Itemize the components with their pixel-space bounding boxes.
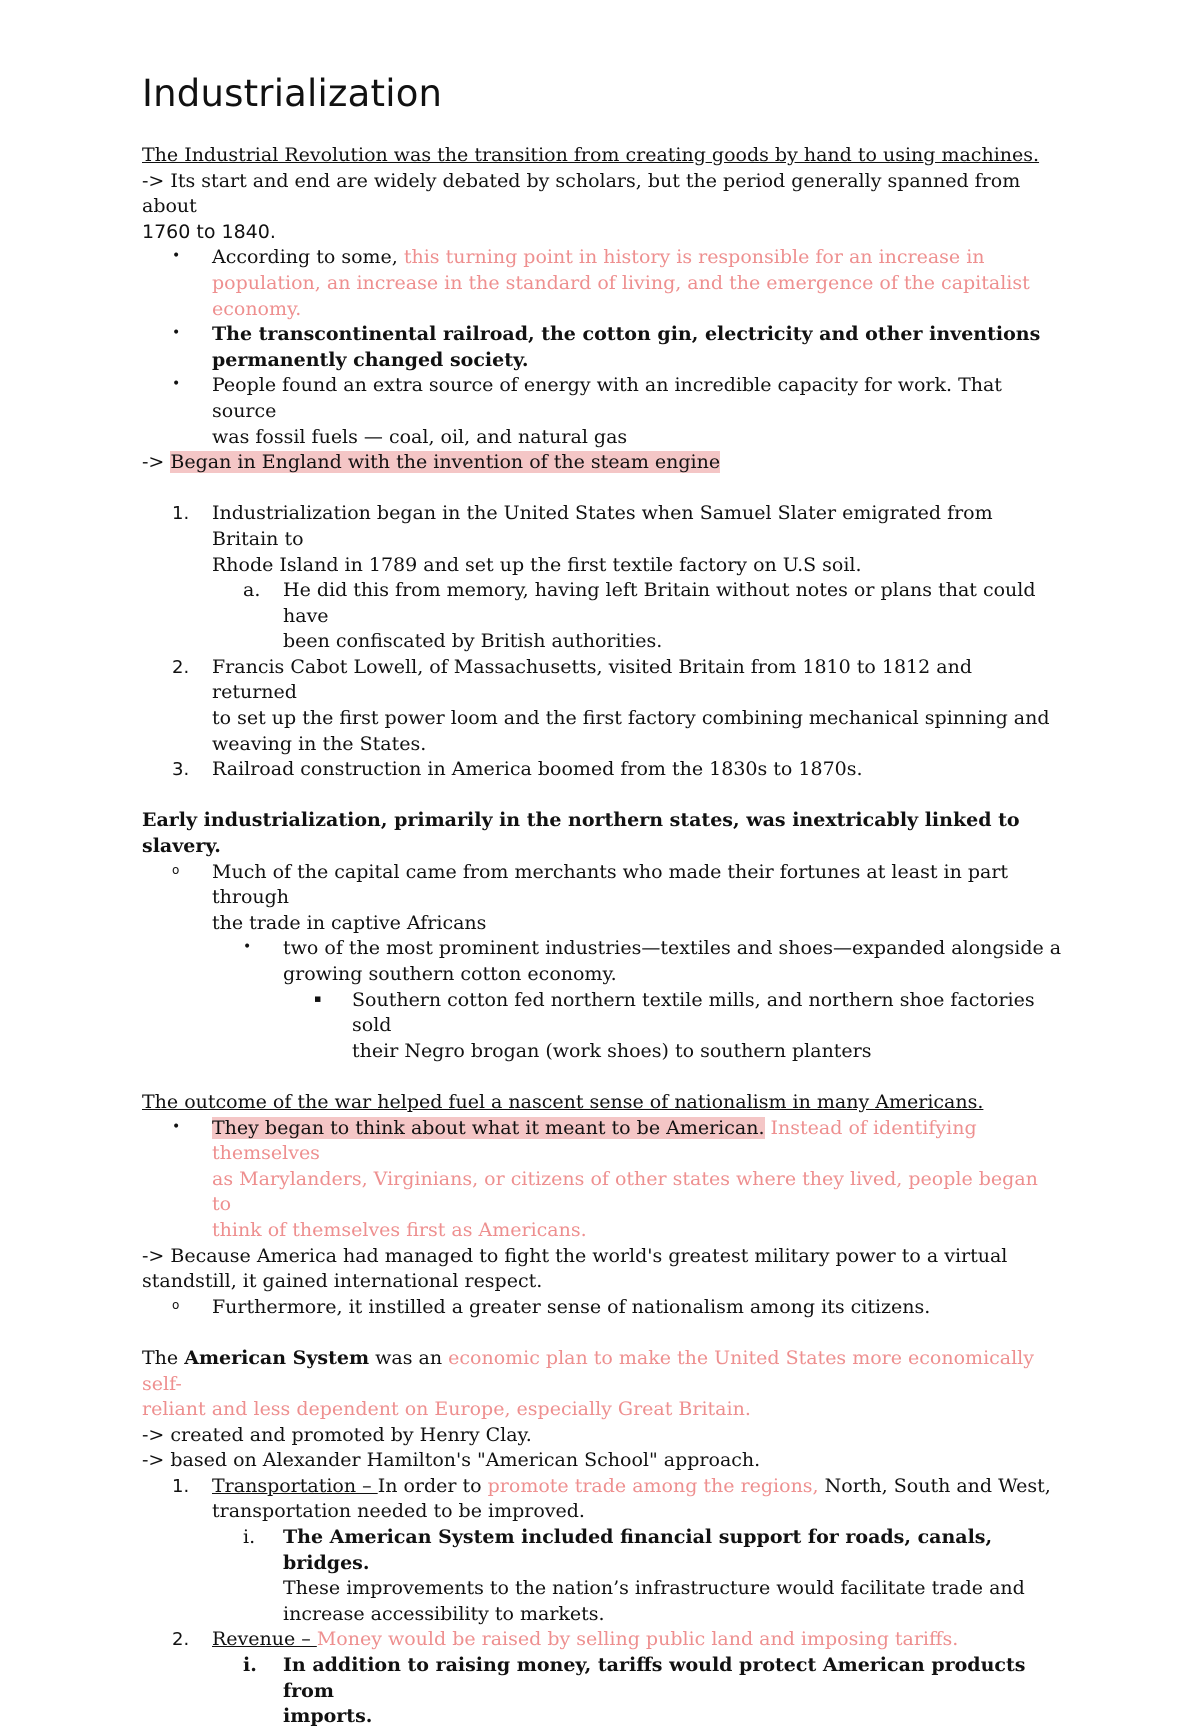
- s4-r2-line1: In addition to raising money, tariffs would protect American products from: [283, 1654, 1026, 1702]
- s4-n1-pink: promote trade among the regions,: [487, 1474, 819, 1497]
- section1-heading: The Industrial Revolution was the transition from creating goods by hand to using machines.: [142, 144, 1040, 166]
- s1-n2-line2: to set up the first power loom and the first factory combining mechanical spinning and: [212, 707, 1050, 730]
- s4-p-bold: American System: [184, 1346, 370, 1369]
- s1-bullet2: [142, 322, 1062, 373]
- s4-r2-line2: imports.: [283, 1705, 373, 1728]
- letter-marker: a.: [243, 579, 261, 602]
- number-marker: 2.: [172, 1629, 190, 1651]
- bullet-icon: •: [172, 1118, 181, 1135]
- s1-n2-line1: Francis Cabot Lowell, of Massachusetts, visited Britain from 1810 to 1812 and returned: [212, 655, 972, 704]
- s1-arrow1-line1: -> Its start and end are widely debated by scholars, but the period generally spanned from about: [142, 169, 1021, 218]
- number-marker: 2.: [172, 656, 190, 678]
- s4-n1-pre: In order to: [377, 1474, 488, 1497]
- number-marker: 1.: [172, 503, 190, 525]
- s1-arrow2-prefix: ->: [142, 451, 171, 474]
- s1-arrow2-highlight: Began in England with the invention of the steam engine: [170, 451, 721, 474]
- s2-circle1: [142, 860, 1062, 937]
- s4-r1-line2: These improvements to the nation’s infrastructure would facilitate trade and: [283, 1577, 1025, 1600]
- s3-circle1: [142, 1295, 1062, 1321]
- s1-arrow1-line2: 1760 to 1840.: [142, 220, 276, 243]
- s1-arrow2: [142, 450, 1062, 476]
- s1-n1-line1: Industrialization began in the United States when Samuel Slater emigrated from Britain to: [212, 502, 993, 550]
- s4-arrow2: -> based on Alexander Hamilton's "American School" approach.: [142, 1449, 761, 1472]
- s1-n1-line2: Rhode Island in 1789 and set up the first textile factory on U.S soil.: [212, 553, 862, 576]
- s4-n2-pink: Money would be raised by selling public land and imposing tariffs.: [316, 1628, 959, 1651]
- circle-bullet-icon: o: [172, 1297, 180, 1312]
- s1-n1a-line2: been confiscated by British authorities.: [283, 630, 663, 653]
- s1-n1a-line1: He did this from memory, having left Britain without notes or plans that could have: [283, 579, 1036, 627]
- s3-arrow-line1: -> Because America had managed to fight the world's greatest military power to a virtual: [142, 1244, 1008, 1267]
- s4-n1-line2: transportation needed to be improved.: [212, 1500, 585, 1523]
- bullet-icon: •: [172, 376, 181, 393]
- s1-bullet1-pink-line2: population, an increase in the standard of living, and the emergence of the capitalist: [212, 271, 1030, 294]
- s1-n2-line3: weaving in the States.: [212, 732, 427, 755]
- document-title: Industrialization: [142, 72, 443, 115]
- s1-numbered3: [142, 757, 1062, 783]
- s3-bullet1: [142, 1116, 1062, 1244]
- roman-marker: i.: [243, 1526, 256, 1549]
- number-marker: 1.: [172, 1475, 190, 1497]
- number-marker: 3.: [172, 759, 190, 781]
- s1-numbered2: [142, 655, 1062, 757]
- s4-p-pink-line1: economic plan to make the United States more economically self-: [142, 1346, 1034, 1395]
- s4-n1-post: North, South and West,: [818, 1474, 1051, 1497]
- s4-p-mid: was an: [369, 1346, 449, 1369]
- bullet-icon: •: [243, 939, 252, 956]
- s4-n2-underlined: Revenue –: [212, 1628, 317, 1651]
- s4-roman2: [142, 1653, 1062, 1730]
- s2-c1-line1: Much of the capital came from merchants who made their fortunes at least in part through: [212, 860, 1009, 909]
- s3-b1-pink-line1: Instead of identifying themselves: [212, 1116, 977, 1165]
- s4-r1-line3: increase accessibility to markets.: [283, 1602, 605, 1625]
- s2-c1-line2: the trade in captive Africans: [212, 911, 487, 934]
- section2-heading: Early industrialization, primarily in the northern states, was inextricably linked to slavery.: [142, 809, 1020, 858]
- s4-n1-underlined: Transportation –: [212, 1474, 378, 1497]
- s4-paragraph: [142, 1346, 1062, 1397]
- s4-numbered2: [142, 1627, 1062, 1653]
- s2-sq1-line1: Southern cotton fed northern textile mills, and northern shoe factories sold: [352, 988, 1035, 1037]
- s1-n3-text: Railroad construction in America boomed from the 1830s to 1870s.: [212, 758, 863, 781]
- s4-numbered1: [142, 1474, 1062, 1525]
- section3-heading: The outcome of the war helped fuel a nascent sense of nationalism in many Americans.: [142, 1090, 984, 1113]
- s4-roman1: [142, 1525, 1062, 1627]
- circle-bullet-icon: o: [172, 862, 180, 877]
- s4-arrow1: -> created and promoted by Henry Clay.: [142, 1423, 532, 1446]
- s1-bullet3-line2: was fossil fuels — coal, oil, and natural gas: [212, 425, 628, 448]
- s4-r1-bold: The American System included financial support for roads, canals, bridges.: [283, 1526, 993, 1574]
- square-bullet-icon: ▪: [314, 991, 322, 1005]
- s1-bullet1-pink-line1: this turning point in history is responsible for an increase in: [403, 246, 985, 269]
- s3-arrow-line2: standstill, it gained international respect.: [142, 1270, 543, 1293]
- s1-bullet2-line2: permanently changed society.: [212, 348, 529, 371]
- bullet-icon: •: [172, 325, 181, 342]
- bullet-icon: •: [172, 248, 181, 265]
- s2-d1-line1: two of the most prominent industries—textiles and shoes—expanded alongside a: [283, 937, 1062, 960]
- s2-square1: [142, 988, 1062, 1065]
- s1-bullet1-text: According to some,: [212, 246, 404, 269]
- s4-p-pink-line2: reliant and less dependent on Europe, especially Great Britain.: [142, 1398, 751, 1421]
- s4-p-pre: The: [142, 1346, 185, 1369]
- s1-bullet1-pink-line3: economy.: [212, 297, 302, 320]
- document-page: [142, 64, 1062, 1730]
- s1-bullet3: [142, 373, 1062, 450]
- s1-numbered1a: [142, 578, 1062, 655]
- s3-b1-pink-line2: as Marylanders, Virginians, or citizens of other states where they lived, people began to: [212, 1167, 1038, 1216]
- s3-c1-text: Furthermore, it instilled a greater sense of nationalism among its citizens.: [212, 1295, 931, 1318]
- s2-d1-line2: growing southern cotton economy.: [283, 963, 617, 985]
- s1-bullet2-line1: The transcontinental railroad, the cotton gin, electricity and other inventions: [212, 323, 1041, 346]
- s3-b1-highlight: They began to think about what it meant to be American.: [212, 1116, 765, 1139]
- s1-bullet1: [142, 245, 1062, 322]
- s1-bullet3-line1: People found an extra source of energy with an incredible capacity for work. That source: [212, 374, 1002, 422]
- s2-bullet1: [142, 936, 1062, 987]
- s3-b1-pink-line3: think of themselves first as Americans.: [212, 1218, 587, 1241]
- roman-marker: i.: [243, 1654, 257, 1677]
- s1-numbered1: [142, 501, 1062, 578]
- s2-sq1-line2: their Negro brogan (work shoes) to southern planters: [352, 1039, 872, 1062]
